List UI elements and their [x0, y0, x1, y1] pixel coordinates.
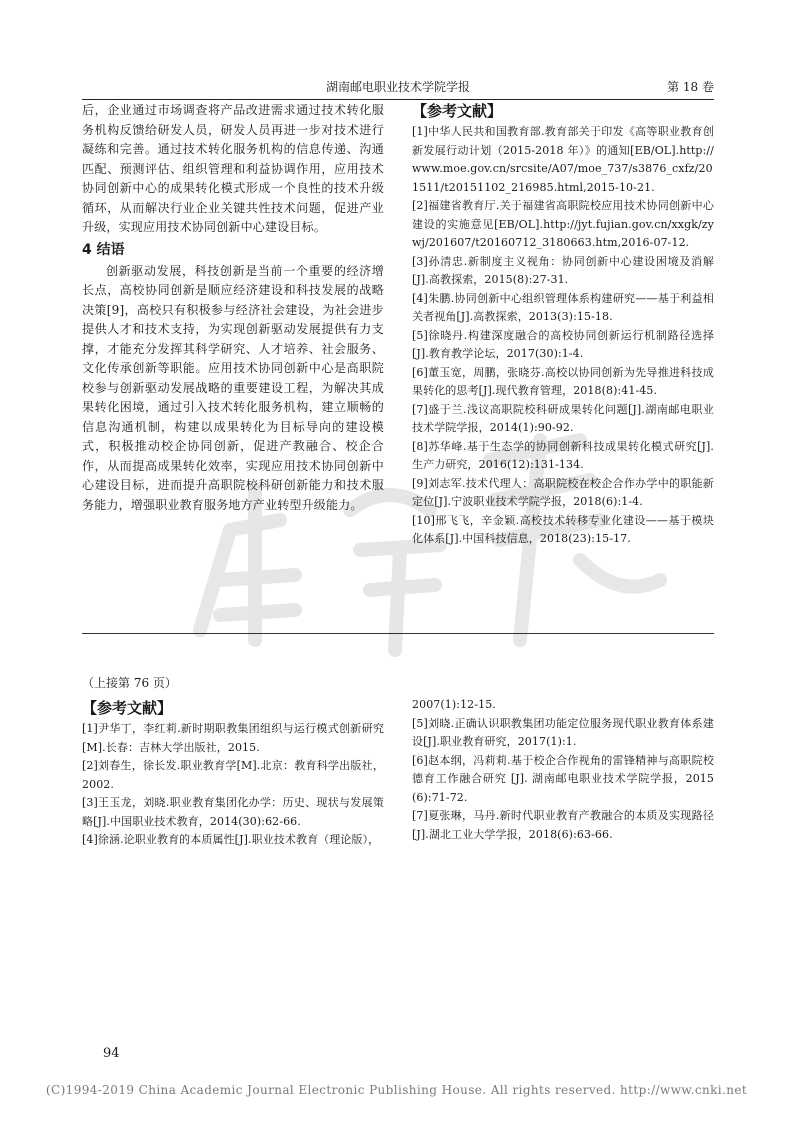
reference-item: [10]邢飞飞，辛金颖.高校技术转移专业化建设——基于模块化体系[J].中国科技信息，2018(23):15-17. [412, 513, 714, 545]
running-header [82, 74, 714, 100]
reference-item: [3]孙清忠.新制度主义视角：协同创新中心建设困境及消解[J].高教探索，2015(8):27-31. [412, 254, 714, 286]
reference-item: [2]福建省教育厅.关于福建省高职院校应用技术协同创新中心建设的实施意见[EB/OL].http://jyt.fujian.gov.cn/xxgk/zywj/201607/t20160712_3180663.htm,2016-07-12. [412, 199, 714, 249]
section-heading: 4 结语 [82, 241, 125, 258]
reference-item: [5]刘晓.正确认识职教集团功能定位服务现代职业教育体系建设[J].职业教育研究，2017(1):1. [412, 716, 714, 748]
reference-item: [9]刘志军.技术代理人：高职院校在校企合作办学中的职能新定位[J].宁波职业技术学院学报，2018(6):1-4. [412, 476, 714, 508]
body-text-column [82, 101, 384, 515]
journal-title: 湖南邮电职业技术学院学报 [325, 80, 470, 94]
references-heading: 【参考文献】 [82, 699, 173, 717]
reference-item: [7]夏张琳，马丹.新时代职业教育产教融合的本质及实现路径[J].湖北工业大学学报，2018(6):63-66. [412, 809, 714, 841]
copyright-line: (C)1994-2019 China Academic Journal Electronic Publishing House. All rights reserved. http://www.cnki.net [45, 1083, 748, 1097]
reference-item: [6]董玉宽，周鹏，张晓芬.高校以协同创新为先导推进科技成果转化的思考[J].现代教育管理，2018(8):41-45. [412, 365, 714, 397]
references-column [412, 101, 714, 549]
reference-item: [3]王玉龙，刘晓.职业教育集团化办学：历史、现状与发展策略[J].中国职业技术教育，2014(30):62-66. [82, 796, 384, 828]
reference-list [82, 720, 384, 850]
reference-item: [7]盛于兰.浅议高职院校科研成果转化问题[J].湖南邮电职业技术学院学报，2014(1):90-92. [412, 402, 714, 434]
reference-item: [1]中华人民共和国教育部.教育部关于印发《高等职业教育创新发展行动计划（2015-2018 年）》的通知[EB/OL].http://www.moe.gov.cn/srcsite/A07/moe_737/s3876_cxfz/201511/t20151102_216985.html,2015-10-21. [412, 125, 714, 194]
body-paragraph: 创新驱动发展，科技创新是当前一个重要的经济增长点，高校协同创新是顺应经济建设和科技发展的战略决策[9]，高校只有积极参与经济社会建设，为社会进步提供人才和技术支持，为实现创新驱动发展提供有力支撑，才能充分发挥其科学研究、人才培养、社会服务、文化传承创新等职能。应用技术协同创新中心是高职院校参与创新驱动发展战略的重要建设工程，为解决其成果转化困境，通过引入技术转化服务机构，建立顺畅的信息沟通机制，构建以成果转化为目标导向的建设模式，积极推动校企协同创新，促进产教融合、校企合作，从而提高成果转化效率，实现应用技术协同创新中心建设目标，进而提升高职院校科研创新能力和技术服务能力，增强职业教育服务地方产业转型升级能力。 [82, 263, 384, 512]
header-rule [82, 99, 714, 100]
reference-item: [2]刘春生，徐长发.职业教育学[M].北京：教育科学出版社，2002. [82, 759, 384, 791]
continued-note: （上接第 76 页） [82, 676, 177, 690]
page-number: 94 [103, 1046, 120, 1061]
reference-item: [6]赵本纲，冯莉莉.基于校企合作视角的雷锋精神与高职院校德育工作融合研究 [J]. 湖南邮电职业技术学院学报，2015(6):71-72. [412, 753, 714, 804]
reference-list [412, 696, 714, 844]
continued-references-column [82, 674, 384, 850]
reference-item: [4]朱鹏.协同创新中心组织管理体系构建研究——基于利益相关者视角[J].高教探索，2013(3):15-18. [412, 291, 714, 323]
body-paragraph: 后，企业通过市场调查将产品改进需求通过技术转化服务机构反馈给研发人员，研发人员再进一步对技术进行凝练和完善。通过技术转化服务机构的信息传递、沟通匹配、预测评估、组织管理和利益协调作用，应用技术协同创新中心的成果转化模式形成一个良性的技术升级循环，从而解决行业企业关键共性技术问题，促进产业升级，实现应用技术协同创新中心建设目标。 [82, 103, 384, 234]
reference-item: [5]徐晓丹.构建深度融合的高校协同创新运行机制路径选择[J].教育教学论坛，2017(30):1-4. [412, 328, 714, 360]
references-heading: 【参考文献】 [412, 102, 503, 120]
reference-list [412, 123, 714, 549]
reference-item: 2007(1):12-15. [412, 698, 496, 711]
section-divider [82, 633, 714, 634]
volume-label: 第 18 卷 [667, 80, 714, 94]
continued-references-column-right [412, 696, 714, 844]
reference-item: [8]苏华峰.基于生态学的协同创新科技成果转化模式研究[J].生产力研究，2016(12):131-134. [412, 439, 714, 471]
reference-item: [4]徐涵.论职业教育的本质属性[J].职业技术教育（理论版）， [82, 833, 380, 846]
reference-item: [1]尹华丁，李红莉.新时期职教集团组织与运行模式创新研究[M].长春：吉林大学出版社，2015. [82, 722, 384, 754]
